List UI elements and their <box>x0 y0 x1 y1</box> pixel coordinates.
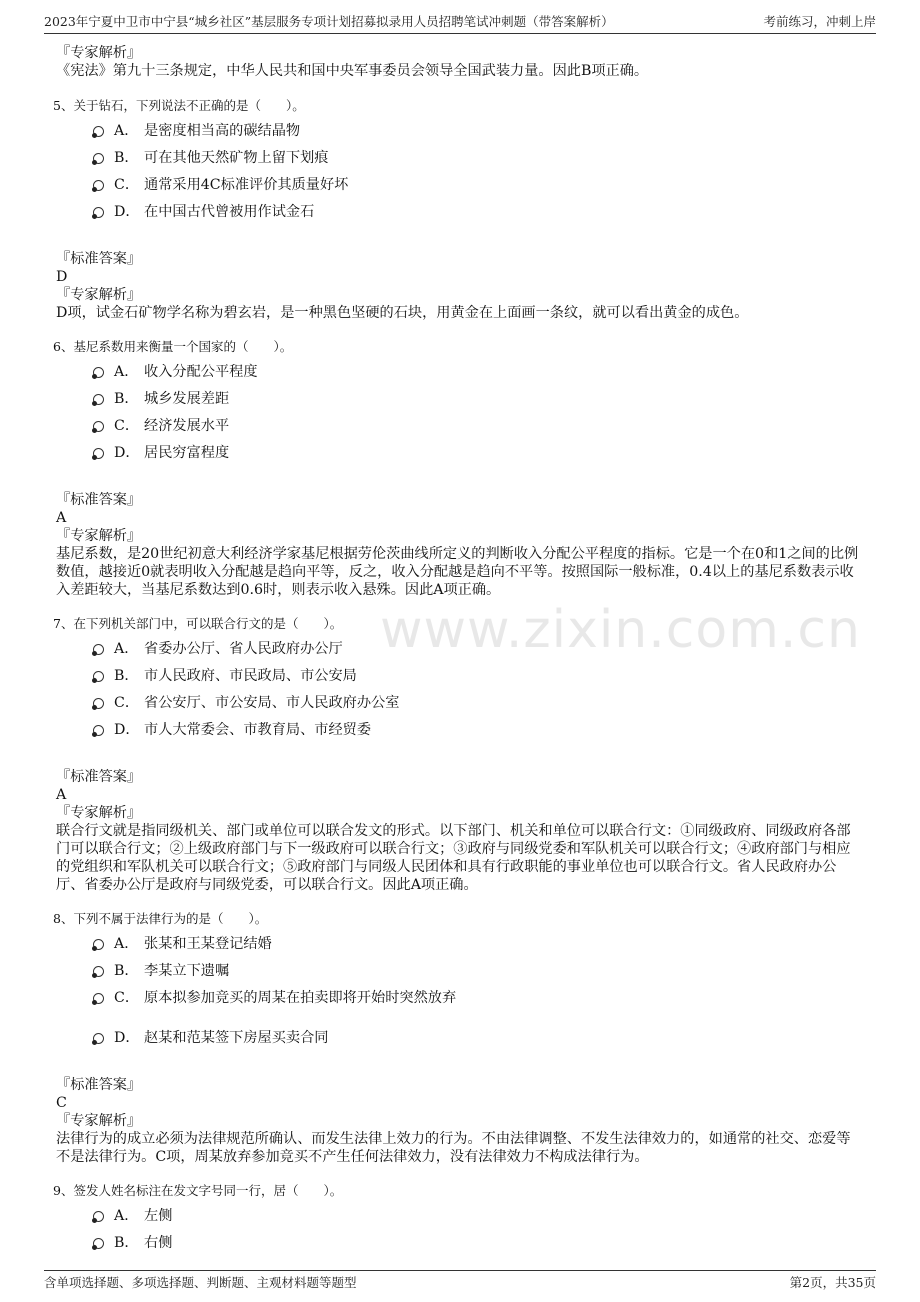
radio-icon[interactable] <box>93 1211 104 1222</box>
option-c[interactable] <box>92 417 864 444</box>
option-letter: C． <box>114 418 140 434</box>
option-b[interactable] <box>92 962 864 989</box>
option-text: 省公安厅、市公安局、市人民政府办公室 <box>144 695 400 711</box>
option-b[interactable] <box>92 390 864 417</box>
question-stem: 7、在下列机关部门中，可以联合行文的是（ ）。 <box>53 616 343 631</box>
answer-value: A <box>56 787 67 803</box>
option-b[interactable] <box>92 1234 864 1261</box>
options-list <box>92 935 864 1056</box>
options-list <box>92 640 864 748</box>
answer-label: 『标准答案』 <box>56 1077 142 1093</box>
option-text: 城乡发展差距 <box>144 391 230 407</box>
options-list <box>92 122 864 230</box>
option-letter: B． <box>114 150 139 166</box>
option-a[interactable] <box>92 640 864 667</box>
question-8 <box>53 911 864 1166</box>
option-text: 居民穷富程度 <box>144 445 230 461</box>
option-text: 右侧 <box>144 1235 173 1251</box>
option-letter: C． <box>114 695 140 711</box>
option-letter: D． <box>114 445 140 461</box>
analysis-label: 『专家解析』 <box>56 1113 142 1129</box>
footer-note: 含单项选择题、多项选择题、判断题、主观材料题等题型 <box>44 1275 357 1290</box>
analysis-text: 《宪法》第九十三条规定，中华人民共和国中央军事委员会领导全国武装力量。因此B项正确。 <box>56 63 649 79</box>
analysis-label: 『专家解析』 <box>56 287 142 303</box>
option-d[interactable] <box>92 444 864 471</box>
option-d[interactable] <box>92 203 864 230</box>
header-slogan: 考前练习，冲刺上岸 <box>763 14 876 29</box>
option-text: 在中国古代曾被用作试金石 <box>144 204 315 220</box>
page-content <box>53 44 864 1261</box>
option-letter: A． <box>114 1208 139 1224</box>
radio-icon[interactable] <box>93 448 104 459</box>
option-c[interactable] <box>92 694 864 721</box>
option-letter: B． <box>114 963 139 979</box>
radio-icon[interactable] <box>93 153 104 164</box>
option-c[interactable] <box>92 989 864 1029</box>
answer-block <box>56 1076 864 1166</box>
radio-icon[interactable] <box>93 644 104 655</box>
options-list <box>92 1207 864 1261</box>
question-5 <box>53 98 864 322</box>
option-letter: A． <box>114 641 139 657</box>
option-letter: C． <box>114 990 140 1006</box>
document-title: 2023年宁夏中卫市中宁县“城乡社区”基层服务专项计划招募拟录用人员招聘笔试冲刺题（带答案解析） <box>44 14 614 29</box>
option-text: 原本拟参加竞买的周某在拍卖即将开始时突然放弃 <box>144 990 457 1006</box>
option-text: 通常采用4C标准评价其质量好坏 <box>144 177 349 193</box>
radio-icon[interactable] <box>93 966 104 977</box>
answer-block <box>56 250 864 322</box>
option-text: 赵某和范某签下房屋买卖合同 <box>144 1030 329 1046</box>
page-footer <box>44 1270 876 1291</box>
option-text: 省委办公厅、省人民政府办公厅 <box>144 641 343 657</box>
intro-analysis <box>56 44 864 80</box>
option-letter: B． <box>114 1235 139 1251</box>
answer-label: 『标准答案』 <box>56 769 142 785</box>
option-text: 李某立下遗嘱 <box>144 963 230 979</box>
option-a[interactable] <box>92 935 864 962</box>
analysis-text: 联合行文就是指同级机关、部门或单位可以联合发文的形式。以下部门、机关和单位可以联合行文：①同级政府、同级政府各部门可以联合行文；②上级政府部门与下一级政府可以联合行文；③政府与同级党委和军队机关可以联合行文；④政府部门与相应的党组织和军队机关可以联合行文；⑤政府部门与同级人民团体和具有行政职能的事业单位也可以联合行文。省人民政府办公厅、省委办公厅是政府与同级党委，可以联合行文。因此A项正确。 <box>56 823 851 893</box>
question-6 <box>53 339 864 599</box>
question-7 <box>53 616 864 894</box>
analysis-text: 法律行为的成立必须为法律规范所确认、而发生法律上效力的行为。不由法律调整、不发生法律效力的，如通常的社交、恋爱等不是法律行为。C项，周某放弃参加竞买不产生任何法律效力，没有法律效力不构成法律行为。 <box>56 1131 851 1165</box>
option-letter: C． <box>114 177 140 193</box>
analysis-text: 基尼系数，是20世纪初意大利经济学家基尼根据劳伦茨曲线所定义的判断收入分配公平程度的指标。它是一个在0和1之间的比例数值，越接近0就表明收入分配越是趋向平等，反之，收入分配越是趋向不平等。按照国际一般标准，0.4以上的基尼系数表示收入差距较大，当基尼系数达到0.6时，则表示收入悬殊。因此A项正确。 <box>56 546 859 598</box>
radio-icon[interactable] <box>93 698 104 709</box>
option-text: 是密度相当高的碳结晶物 <box>144 123 301 139</box>
answer-block <box>56 491 864 599</box>
radio-icon[interactable] <box>93 939 104 950</box>
option-a[interactable] <box>92 122 864 149</box>
option-letter: A． <box>114 936 139 952</box>
option-letter: D． <box>114 1030 140 1046</box>
radio-icon[interactable] <box>93 126 104 137</box>
option-b[interactable] <box>92 149 864 176</box>
analysis-label: 『专家解析』 <box>56 528 142 544</box>
option-text: 市人民政府、市民政局、市公安局 <box>144 668 357 684</box>
radio-icon[interactable] <box>93 394 104 405</box>
option-text: 收入分配公平程度 <box>144 364 258 380</box>
radio-icon[interactable] <box>93 180 104 191</box>
option-text: 经济发展水平 <box>144 418 230 434</box>
option-letter: A． <box>114 123 139 139</box>
analysis-label: 『专家解析』 <box>56 805 142 821</box>
question-stem: 5、关于钻石，下列说法不正确的是（ ）。 <box>53 98 305 113</box>
option-letter: B． <box>114 668 139 684</box>
radio-icon[interactable] <box>93 367 104 378</box>
options-list <box>92 363 864 471</box>
analysis-text: D项，试金石矿物学名称为碧玄岩，是一种黑色坚硬的石块，用黄金在上面画一条纹，就可以看出黄金的成色。 <box>56 305 749 321</box>
answer-value: A <box>56 510 67 526</box>
answer-value: D <box>56 269 68 285</box>
answer-label: 『标准答案』 <box>56 492 142 508</box>
question-stem: 9、签发人姓名标注在发文字号同一行，居（ ）。 <box>53 1183 343 1198</box>
page-number: 第2页，共35页 <box>789 1275 876 1290</box>
radio-icon[interactable] <box>93 1238 104 1249</box>
option-letter: D． <box>114 722 140 738</box>
question-stem: 8、下列不属于法律行为的是（ ）。 <box>53 911 268 926</box>
page-header <box>44 11 876 34</box>
question-9 <box>53 1183 864 1261</box>
watermark: www.zixin.com.cn <box>380 600 861 660</box>
radio-icon[interactable] <box>93 207 104 218</box>
option-a[interactable] <box>92 363 864 390</box>
option-d[interactable] <box>92 1029 864 1056</box>
radio-icon[interactable] <box>93 671 104 682</box>
option-b[interactable] <box>92 667 864 694</box>
option-text: 市人大常委会、市教育局、市经贸委 <box>144 722 372 738</box>
answer-label: 『标准答案』 <box>56 251 142 267</box>
question-stem: 6、基尼系数用来衡量一个国家的（ ）。 <box>53 339 293 354</box>
option-text: 张某和王某登记结婚 <box>144 936 272 952</box>
radio-icon[interactable] <box>93 993 104 1004</box>
option-letter: D． <box>114 204 140 220</box>
answer-block <box>56 768 864 894</box>
option-text: 可在其他天然矿物上留下划痕 <box>144 150 329 166</box>
option-c[interactable] <box>92 176 864 203</box>
option-d[interactable] <box>92 721 864 748</box>
option-text: 左侧 <box>144 1208 173 1224</box>
radio-icon[interactable] <box>93 725 104 736</box>
radio-icon[interactable] <box>93 421 104 432</box>
radio-icon[interactable] <box>93 1033 104 1044</box>
option-letter: B． <box>114 391 139 407</box>
option-letter: A． <box>114 364 139 380</box>
answer-value: C <box>56 1095 67 1111</box>
analysis-label: 『专家解析』 <box>56 45 142 61</box>
option-a[interactable] <box>92 1207 864 1234</box>
